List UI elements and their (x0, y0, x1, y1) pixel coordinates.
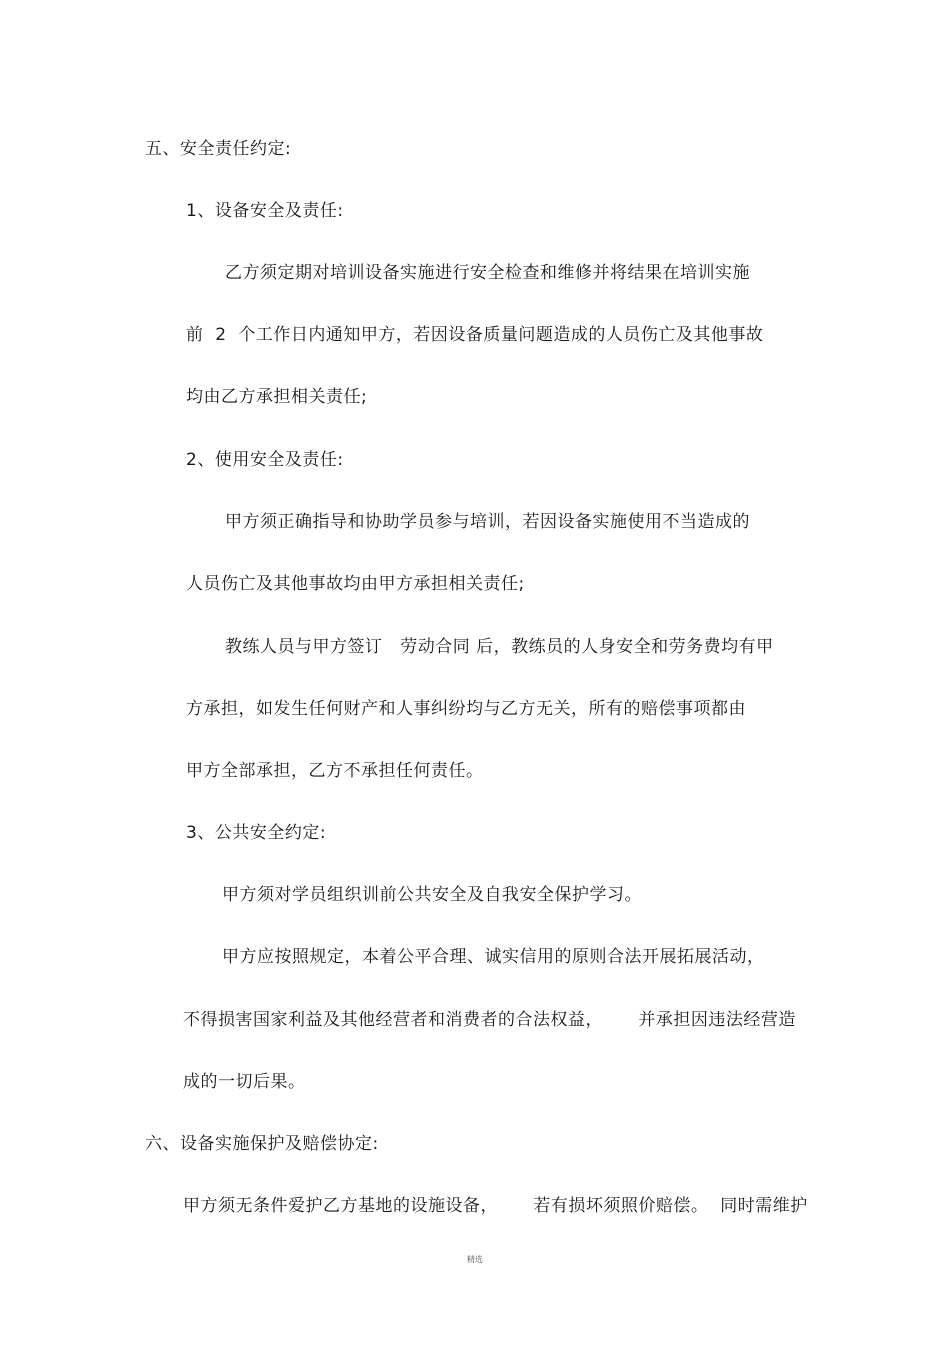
item-2-title: 2、使用安全及责任: (186, 450, 344, 470)
item-2-line-3: 教练人员与甲方签订 劳动合同 后，教练员的人身安全和劳务费均有甲 (225, 637, 774, 657)
item-3-line-2: 甲方应按照规定，本着公平合理、诚实信用的原则合法开展拓展活动， (222, 947, 765, 967)
item-2-line-2: 人员伤亡及其他事故均由甲方承担相关责任; (186, 574, 525, 594)
item-1-title: 1、设备安全及责任: (186, 201, 344, 221)
page-footer: 精选 (467, 1255, 483, 1264)
item-3-line-4: 成的一切后果。 (183, 1072, 306, 1092)
item-1-line-1: 乙方须定期对培训设备实施进行安全检查和维修并将结果在培训实施 (225, 263, 750, 283)
section-6-line-1: 甲方须无条件爱护乙方基地的设施设备， 若有损坏须照价赔偿。 同时需维护 (183, 1196, 808, 1216)
item-1-line-2: 前 2 个工作日内通知甲方，若因设备质量问题造成的人员伤亡及其他事故 (186, 325, 764, 345)
item-3-line-1: 甲方须对学员组织训前公共安全及自我安全保护学习。 (222, 885, 642, 905)
item-3-line-3: 不得损害国家利益及其他经营者和消费者的合法权益， 并承担因违法经营造 (183, 1010, 796, 1030)
item-2-line-1: 甲方须正确指导和协助学员参与培训，若因设备实施使用不当造成的 (225, 512, 750, 532)
item-2-line-4: 方承担，如发生任何财产和人事纠纷均与乙方无关，所有的赔偿事项都由 (186, 699, 746, 719)
section-5-heading: 五、安全责任约定: (145, 139, 292, 159)
item-1-line-3: 均由乙方承担相关责任; (186, 387, 368, 407)
item-2-line-5: 甲方全部承担，乙方不承担任何责任。 (186, 761, 484, 781)
section-6-heading: 六、设备实施保护及赔偿协定: (145, 1134, 379, 1154)
item-3-title: 3、公共安全约定: (186, 823, 327, 843)
